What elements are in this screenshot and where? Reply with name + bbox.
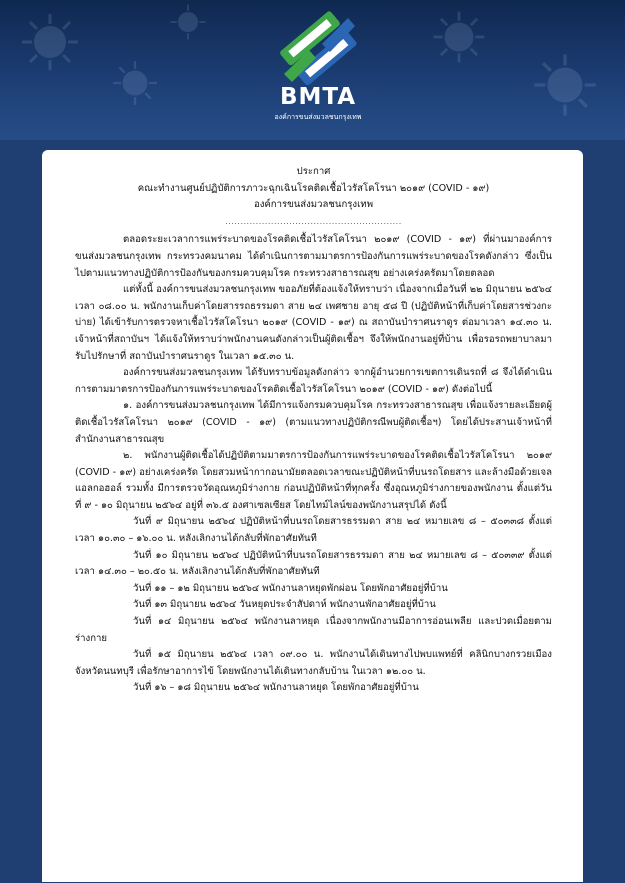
announcement-heading: ประกาศ bbox=[296, 166, 331, 177]
announcement-subheading: คณะทำงานศูนย์ปฏิบัติการภาวะฉุกเฉินโรคติดเชื้อไวรัสโคโรนา ๒๐๑๙ (COVID - ๑๙) bbox=[137, 182, 490, 194]
timeline-item: วันที่ ๑๖ – ๑๘ มิถุนายน ๒๕๖๔ พนักงานลาหยุด โดยพักอาศัยอยู่ที่บ้าน bbox=[133, 682, 419, 694]
announcement-content bbox=[75, 164, 552, 697]
title-divider: .......................................................... bbox=[225, 216, 402, 226]
header-banner bbox=[0, 0, 625, 140]
logo-subtext: องค์การขนส่งมวลชนกรุงเทพ bbox=[274, 113, 362, 121]
paragraph: ตลอดระยะเวลาการแพร่ระบาดของโรคติดเชื้อไวรัสโคโรนา ๒๐๑๙ (COVID - ๑๙) ที่ผ่านมาองค์การขนส่งมวลชนกรุงเทพ กระทรวงคมนาคม ได้ดำเนินการตามมาตรการป้องกันการแพร่ระบาดของโรคดังกล่าว ซึ่งเป็นไปตามแนวทางปฏิบัติการป้องกันของกรมควบคุมโรค กระทรวงสาธารณสุข อย่างเคร่งครัดมาโดยตลอด bbox=[75, 234, 552, 279]
logo-text: BMTA bbox=[279, 84, 357, 110]
virus-decoration-icon bbox=[168, 2, 208, 42]
timeline-item: วันที่ ๑๔ มิถุนายน ๒๕๖๔ พนักงานลาหยุด เนื่องจากพนักงานมีอาการอ่อนเพลีย และปวดเมื่อยตามร่างกาย bbox=[75, 616, 552, 644]
virus-decoration-icon bbox=[18, 10, 82, 74]
virus-decoration-icon bbox=[530, 50, 600, 120]
announcement-organization: องค์การขนส่งมวลชนกรุงเทพ bbox=[253, 199, 374, 211]
announcement-card bbox=[42, 150, 583, 882]
paragraph: ๑. องค์การขนส่งมวลชนกรุงเทพ ได้มีการแจ้งกรมควบคุมโรค กระทรวงสาธารณสุข เพื่อแจ้งรายละเอียดผู้ติดเชื้อไวรัสโคโรนา ๒๐๑๙ (COVID - ๑๙) (ตามแนวทางปฏิบัติกรณีพบผู้ติดเชื้อฯ) โดยได้ประสานเจ้าหน้าที่สำนักงานสาธารณสุข bbox=[75, 400, 552, 445]
timeline-item: วันที่ ๑๓ มิถุนายน ๒๕๖๔ วันหยุดประจำสัปดาห์ พนักงานพักอาศัยอยู่ที่บ้าน bbox=[133, 599, 436, 611]
timeline-item: วันที่ ๑๕ มิถุนายน ๒๕๖๔ เวลา ๐๙.๐๐ น. พนักงานได้เดินทางไปพบแพทย์ที่ คลินิกบางกรวยเมือง จังหวัดนนทบุรี เพื่อรักษาอาการไข้ โดยพนักงานได้เดินทางกลับบ้าน ในเวลา ๑๒.๐๐ น. bbox=[75, 649, 552, 677]
virus-decoration-icon bbox=[110, 58, 160, 108]
timeline-item: วันที่ ๙ มิถุนายน ๒๕๖๔ ปฏิบัติหน้าที่บนรถโดยสารธรรมดา สาย ๒๔ หมายเลข ๘ – ๕๐๓๓๘ ตั้งแต่เวลา ๑๐.๓๐ – ๑๖.๐๐ น. หลังเลิกงานได้กลับที่พักอาศัยทันที bbox=[75, 516, 552, 545]
timeline-item: วันที่ ๑๑ – ๑๒ มิถุนายน ๒๕๖๔ พนักงานลาหยุดพักผ่อน โดยพักอาศัยอยู่ที่บ้าน bbox=[133, 582, 448, 594]
paragraph: องค์การขนส่งมวลชนกรุงเทพ ได้รับทราบข้อมูลดังกล่าว จากผู้อำนวยการเขตการเดินรถที่ ๘ จึงได้ดำเนินการตามมาตรการป้องกันการแพร่ระบาดของโรคติดเชื้อไวรัสโคโรนา ๒๐๑๙ (COVID - ๑๙) ดังต่อไปนี้ bbox=[75, 367, 552, 395]
timeline-item: วันที่ ๑๐ มิถุนายน ๒๕๖๔ ปฏิบัติหน้าที่บนรถโดยสารธรรมดา สาย ๒๔ หมายเลข ๘ – ๕๐๓๓๙ ตั้งแต่เวลา ๑๔.๓๐ – ๒๐.๕๐ น. หลังเลิกงานได้กลับที่พักอาศัยทันที bbox=[75, 549, 552, 578]
paragraph: ๒. พนักงานผู้ติดเชื้อได้ปฏิบัติตามมาตรการป้องกันการแพร่ระบาดของโรคติดเชื้อไวรัสโคโรนา ๒๐๑๙ (COVID - ๑๙) อย่างเคร่งครัด โดยสวมหน้ากากอนามัยตลอดเวลาขณะปฏิบัติหน้าที่บนรถโดยสาร และล้างมือด้วยเจลแอลกอฮอล์ รวมทั้ง มีการตรวจวัดอุณหภูมิร่างกาย ก่อนปฏิบัติหน้าที่ทุกครั้ง ซึ่งอุณหภูมิร่างกายของพนักงาน ตั้งแต่วันที่ ๙ - ๑๐ มิถุนายน ๒๕๖๔ อยู่ที่ ๓๖.๕ องศาเซลเซียส โดยไทม์ไลน์ของพนักงานสรุปได้ ดังนี้ bbox=[75, 450, 552, 511]
announcement-title bbox=[75, 164, 552, 214]
paragraph: แต่ทั้งนี้ องค์การขนส่งมวลชนกรุงเทพ ขออภัยที่ต้องแจ้งให้ทราบว่า เนื่องจากเมื่อวันที่ ๒๒ มิถุนายน ๒๕๖๔ เวลา ๐๘.๐๐ น. พนักงานเก็บค่าโดยสารรถธรรมดา สาย ๒๔ เพศชาย อายุ ๕๘ ปี (ปฏิบัติหน้าที่เก็บค่าโดยสารช่วงกะบ่าย) ได้เข้ารับการตรวจหาเชื้อไวรัสโคโรนา ๒๐๑๙ (COVID - ๑๙) ณ สถาบันบำราศนราดูร ต่อมาเวลา ๑๔.๓๐ น. เจ้าหน้าที่สถาบันฯ ได้แจ้งให้ทราบว่าพนักงานคนดังกล่าวเป็นผู้ติดเชื้อฯ จึงให้พนักงานอยู่ที่บ้าน เพื่อรอรถพยาบาลมารับไปรักษาที่ สถาบันบำราศนราดูร ในเวลา ๑๕.๓๐ น. bbox=[75, 284, 552, 362]
virus-decoration-icon bbox=[430, 8, 488, 66]
